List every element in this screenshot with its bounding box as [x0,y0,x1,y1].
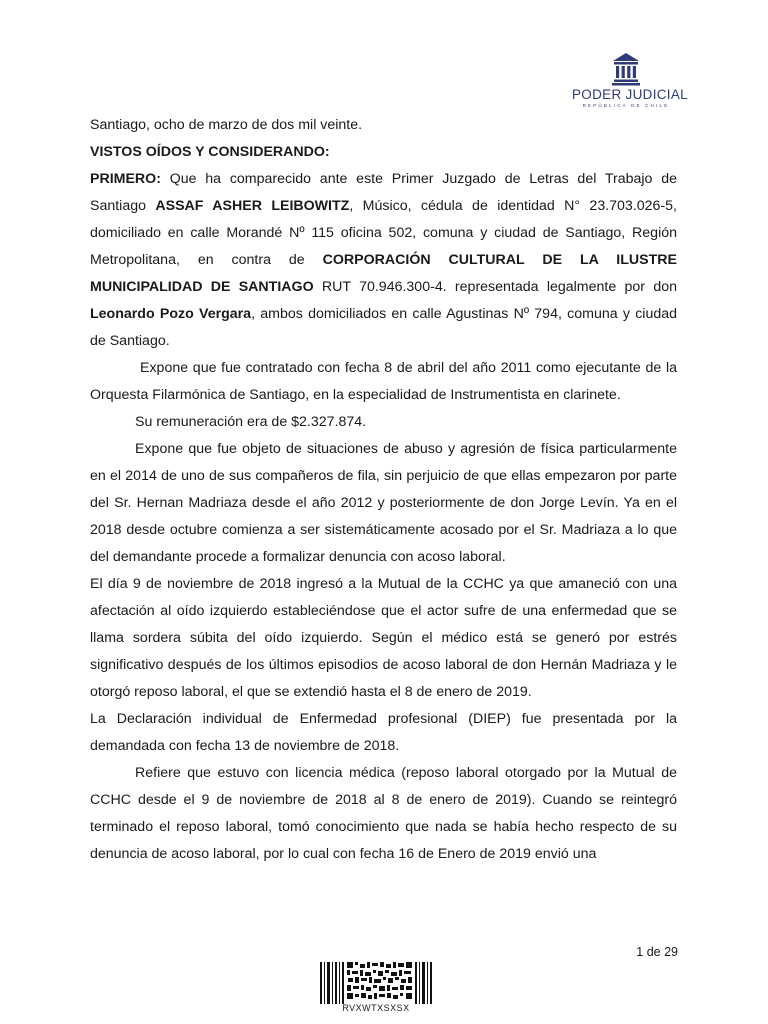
heading-text: VISTOS OÍDOS Y CONSIDERANDO: [90,144,330,160]
p1-text-3: RUT 70.946.300-4. representada legalmente por don [313,279,677,295]
barcode-code: RVXWTXSXSX [342,1003,410,1013]
representative-name: Leonardo Pozo Vergara [90,306,252,322]
paragraph-contract: Expone que fue contratado con fecha 8 de abril del año 2011 como ejecutante de la Orquesta Filarmónica de Santiago, en la especialidad de Instrumentista en clarinete. [90,360,677,403]
primero-label: PRIMERO: [90,171,161,187]
p1-text-4: , ambos domiciliados en calle Agustinas Nº 794, comuna y ciudad de Santiago. [90,306,678,349]
courthouse-icon [611,52,641,86]
logo-subtitle: REPÚBLICA DE CHILE [582,103,670,108]
paragraph-primero [90,166,677,355]
paragraph-license: Refiere que estuvo con licencia médica (reposo laboral otorgado por la Mutual de CCHC desde el 9 de noviembre de 2018 al 8 de enero de 2019). Cuando se reintegró terminado el reposo laboral, tomó conocimiento que nada se había hecho respecto de su denuncia de acoso laboral, por lo cual con fecha 16 de Enero de 2019 envió una [90,765,677,862]
poder-judicial-logo [572,52,688,108]
page-number: 1 de 29 [636,945,678,959]
paragraph-mutual: El día 9 de noviembre de 2018 ingresó a la Mutual de la CCHC ya que amaneció con una afectación al oído izquierdo estableciéndose que el actor sufre de una enfermedad que se llama sordera súbita del oído izquierdo. Según el médico está se generó por estrés significativo después de los últimos episodios de acoso laboral de don Hernán Madriaza y le otorgó reposo laboral, el que se extendió hasta el 8 de enero de 2019. [90,576,677,700]
paragraph-abuse: Expone que fue objeto de situaciones de abuso y agresión de física particularmente en el 2014 de uno de sus compañeros de fila, sin perjuicio de que ellas empezaron por parte del Sr. Hernan Madriaza desde el año 2012 y posteriormente de don Jorge Levín. Ya en el 2018 desde octubre comienza a ser sistemáticamente acosado por el Sr. Madriaza a lo que del demandante procede a formalizar denuncia con acoso laboral. [90,441,677,565]
heading [90,139,677,166]
plaintiff-name: ASSAF ASHER LEIBOWITZ [155,198,350,214]
p1-text-1: Que ha comparecido ante este Primer Juzgado de Letras del Trabajo de Santiago [90,171,677,214]
p1-text-2: , Músico, cédula de identidad N° 23.703.026-5, domiciliado en calle Morandé Nº 115 oficina 502, comuna y ciudad de Santiago, Región Metropolitana, en contra de [90,198,677,268]
date-line: Santiago, ocho de marzo de dos mil veinte. [90,117,363,133]
document-body [90,112,677,868]
logo-title: PODER JUDICIAL [572,87,688,102]
defendant-name: CORPORACIÓN CULTURAL DE LA ILUSTRE MUNICIPALIDAD DE SANTIAGO [90,252,677,295]
paragraph-salary: Su remuneración era de $2.327.874. [135,414,367,430]
paragraph-diep: La Declaración individual de Enfermedad profesional (DIEP) fue presentada por la demandada con fecha 13 de noviembre de 2018. [90,711,677,754]
barcode-icon [320,962,432,1004]
